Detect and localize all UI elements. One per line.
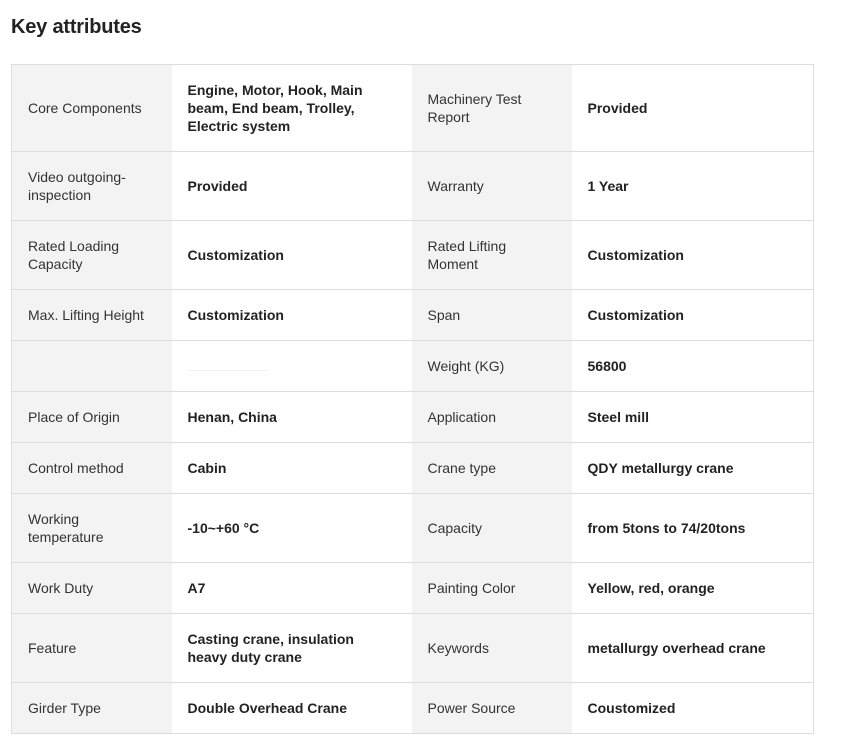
table-row xyxy=(12,683,814,734)
attribute-value: A7 xyxy=(172,563,412,614)
attribute-label: Keywords xyxy=(412,614,572,683)
attribute-value: Customization xyxy=(172,221,412,290)
attribute-label: Work Duty xyxy=(12,563,172,614)
attribute-value: -10~+60 °C xyxy=(172,494,412,563)
attribute-label xyxy=(12,341,172,392)
attribute-label: Rated Loading Capacity xyxy=(12,221,172,290)
attribute-label: Painting Color xyxy=(412,563,572,614)
attribute-label: Core Components xyxy=(12,65,172,152)
attribute-label: Capacity xyxy=(412,494,572,563)
attribute-label: Power Source xyxy=(412,683,572,734)
attribute-value: Customization xyxy=(172,290,412,341)
table-row xyxy=(12,341,814,392)
attribute-value: Double Overhead Crane xyxy=(172,683,412,734)
table-row xyxy=(12,392,814,443)
table-row xyxy=(12,65,814,152)
attribute-label: Weight (KG) xyxy=(412,341,572,392)
attribute-value: Cabin xyxy=(172,443,412,494)
table-row xyxy=(12,563,814,614)
table-row xyxy=(12,152,814,221)
table-row xyxy=(12,443,814,494)
attribute-value: Steel mill xyxy=(572,392,814,443)
attribute-value: Provided xyxy=(572,65,814,152)
table-row xyxy=(12,290,814,341)
attribute-value: metallurgy overhead crane xyxy=(572,614,814,683)
attribute-value: Yellow, red, orange xyxy=(572,563,814,614)
attributes-table xyxy=(11,64,814,734)
attribute-label: Control method xyxy=(12,443,172,494)
attribute-label: Max. Lifting Height xyxy=(12,290,172,341)
attribute-label: Working temperature xyxy=(12,494,172,563)
attribute-label: Crane type xyxy=(412,443,572,494)
attribute-value: 56800 xyxy=(572,341,814,392)
attribute-label: Feature xyxy=(12,614,172,683)
attribute-value: Coustomized xyxy=(572,683,814,734)
attribute-label: Girder Type xyxy=(12,683,172,734)
attribute-label: Application xyxy=(412,392,572,443)
attribute-value: Casting crane, insulation heavy duty crane xyxy=(172,614,412,683)
attribute-value: from 5tons to 74/20tons xyxy=(572,494,814,563)
attribute-value xyxy=(172,341,412,392)
attribute-value: 1 Year xyxy=(572,152,814,221)
attribute-label: Place of Origin xyxy=(12,392,172,443)
table-row xyxy=(12,614,814,683)
blank-value-placeholder xyxy=(188,370,268,371)
attribute-value: Customization xyxy=(572,221,814,290)
attribute-value: Customization xyxy=(572,290,814,341)
table-row xyxy=(12,221,814,290)
attribute-value: Henan, China xyxy=(172,392,412,443)
attribute-value: Provided xyxy=(172,152,412,221)
attribute-label: Machinery Test Report xyxy=(412,65,572,152)
attribute-label: Span xyxy=(412,290,572,341)
attribute-label: Rated Lifting Moment xyxy=(412,221,572,290)
attribute-label: Warranty xyxy=(412,152,572,221)
section-title: Key attributes xyxy=(11,16,142,38)
attribute-value: QDY metallurgy crane xyxy=(572,443,814,494)
attribute-label: Video outgoing-inspection xyxy=(12,152,172,221)
table-row xyxy=(12,494,814,563)
attribute-value: Engine, Motor, Hook, Main beam, End beam, Trolley, Electric system xyxy=(172,65,412,152)
